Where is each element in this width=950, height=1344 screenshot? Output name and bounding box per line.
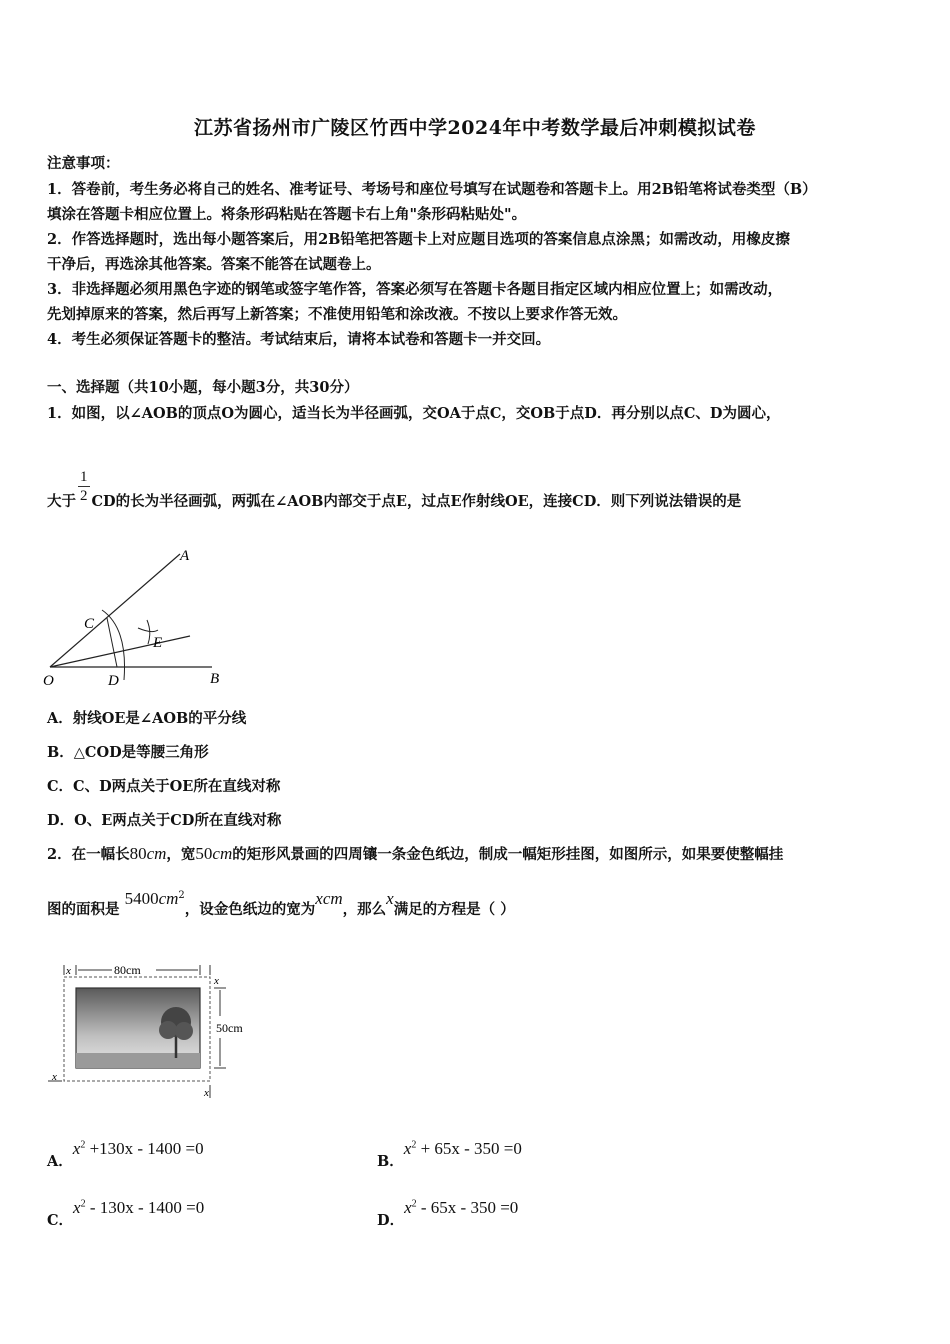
option-var: x xyxy=(73,1198,81,1217)
notice-heading: 注意事项： xyxy=(47,155,120,172)
width-label: 80cm xyxy=(114,963,141,977)
notice-line: 1．答卷前，考生务必将自己的姓名、准考证号、考场号和座位号填写在试题卷和答题卡上。用2B铅笔将试卷类型（B） xyxy=(47,181,817,198)
q2-text: ，设金色纸边的宽为 xyxy=(184,901,316,918)
option-expr: - 65x - 350 =0 xyxy=(416,1198,519,1217)
option-sup: 2 xyxy=(80,1198,86,1210)
notice-line: 填涂在答题卡相应位置上。将条形码粘贴在答题卡右上角"条形码粘贴处"。 xyxy=(47,206,527,223)
option-label: B． xyxy=(377,1153,404,1170)
arc-from-o xyxy=(102,610,125,680)
label-a: A xyxy=(180,548,190,564)
q1-fraction-numerator: 1 xyxy=(80,469,88,485)
option-label: D． xyxy=(377,1212,405,1229)
option-label: A． xyxy=(47,1153,73,1170)
notice-line: 干净后，再选涂其他答案。答案不能答在试题卷上。 xyxy=(47,256,381,273)
q2-text: 的矩形风景画的四周镶一条金色纸边，制成一幅矩形挂图，如图所示，如果要使整幅挂 xyxy=(232,846,784,863)
q1-line1: 1．如图，以∠AOB的顶点O为圆心，适当长为半径画弧，交OA于点C，交OB于点D．再分别以点C、D为圆心， xyxy=(47,405,781,422)
x-label: x xyxy=(214,975,219,987)
q1-option-c: C．C、D两点关于OE所在直线对称 xyxy=(47,778,281,795)
q2-math-unit: cm xyxy=(212,844,233,863)
q2-text: 满足的方程是（ ） xyxy=(393,901,515,918)
option-sup: 2 xyxy=(411,1198,417,1210)
arc-from-d xyxy=(147,620,150,644)
q2-option-a xyxy=(47,1138,204,1170)
painting-ground xyxy=(76,1053,200,1068)
q2-math-sup: 2 xyxy=(178,890,185,902)
notice-line: 3．非选择题必须用黑色字迹的钢笔或签字笔作答，答案必须写在答题卡各题目指定区域内相应位置上；如需改动， xyxy=(47,281,783,298)
q2-math-unit: cm xyxy=(322,889,343,908)
notice-line: 4．考生必须保证答题卡的整洁。考试结束后，请将本试卷和答题卡一并交回。 xyxy=(47,331,551,348)
angle-bisector-figure xyxy=(40,540,230,690)
q2-math: 80 xyxy=(129,844,147,863)
tree-crown xyxy=(159,1021,177,1039)
notice-line: 先划掉原来的答案，然后再写上新答案；不准使用铅笔和涂改液。不按以上要求作答无效。 xyxy=(47,306,627,323)
x-label: x xyxy=(66,965,71,977)
framed-picture-figure xyxy=(44,960,254,1102)
q2-text: ，宽 xyxy=(166,846,196,863)
q2-text: ，那么 xyxy=(342,901,387,918)
option-var: x xyxy=(72,1139,81,1158)
q1-fraction xyxy=(78,468,90,505)
height-label: 50cm xyxy=(216,1021,243,1035)
notice-line: 2．作答选择题时，选出每小题答案后，用2B铅笔把答题卡上对应题目选项的答案信息点涂黑；如需改动，用橡皮擦 xyxy=(47,231,790,248)
option-sup: 2 xyxy=(411,1139,417,1151)
q1-option-d: D．O、E两点关于CD所在直线对称 xyxy=(47,812,282,829)
q2-math: 50 xyxy=(195,844,213,863)
label-b: B xyxy=(210,671,220,687)
q2-area-expr xyxy=(124,889,185,908)
label-d: D xyxy=(108,673,119,689)
q2-width-expr xyxy=(315,889,343,908)
option-sup: 2 xyxy=(80,1139,86,1151)
label-o: O xyxy=(43,673,54,689)
q2-line2 xyxy=(47,889,515,919)
q1-option-b: B．△COD是等腰三角形 xyxy=(47,744,209,761)
q2-math: x xyxy=(386,889,394,908)
option-var: x xyxy=(403,1139,412,1158)
q2-math: 5400 xyxy=(124,889,159,908)
q1-line2-suffix: CD的长为半径画弧，两弧在∠AOB内部交于点E，过点E作射线OE，连接CD．则下列说法错误的是 xyxy=(91,493,742,510)
label-c: C xyxy=(84,616,95,632)
q2-line1 xyxy=(47,843,783,864)
q2-option-b xyxy=(377,1138,522,1170)
x-label: x xyxy=(52,1071,57,1083)
q1-line2 xyxy=(47,462,741,511)
q2-math-unit: cm xyxy=(146,844,167,863)
q2-math-unit: cm xyxy=(158,889,179,908)
q2-text: 图的面积是 xyxy=(47,901,120,918)
q1-fraction-denominator: 2 xyxy=(80,488,88,504)
ray-oe xyxy=(50,636,190,667)
q2-option-d xyxy=(377,1197,519,1229)
label-e: E xyxy=(153,635,163,651)
option-expr: - 130x - 1400 =0 xyxy=(85,1198,205,1217)
option-label: C． xyxy=(47,1212,74,1229)
section-heading: 一、选择题（共10小题，每小题3分，共30分） xyxy=(47,379,359,396)
q1-line2-prefix: 大于 xyxy=(47,493,76,510)
q2-text: 2．在一幅长 xyxy=(47,846,130,863)
q2-math: x xyxy=(315,889,323,908)
option-var: x xyxy=(404,1198,412,1217)
arc-from-c xyxy=(138,628,158,632)
option-expr: +130x - 1400 =0 xyxy=(85,1139,204,1158)
q2-option-c xyxy=(47,1197,205,1229)
tree-crown xyxy=(175,1022,193,1040)
x-label: x xyxy=(204,1087,209,1099)
q1-option-a: A．射线OE是∠AOB的平分线 xyxy=(47,710,247,727)
page-title: 江苏省扬州市广陵区竹西中学2024年中考数学最后冲刺模拟试卷 xyxy=(194,117,756,139)
option-expr: + 65x - 350 =0 xyxy=(416,1139,522,1158)
